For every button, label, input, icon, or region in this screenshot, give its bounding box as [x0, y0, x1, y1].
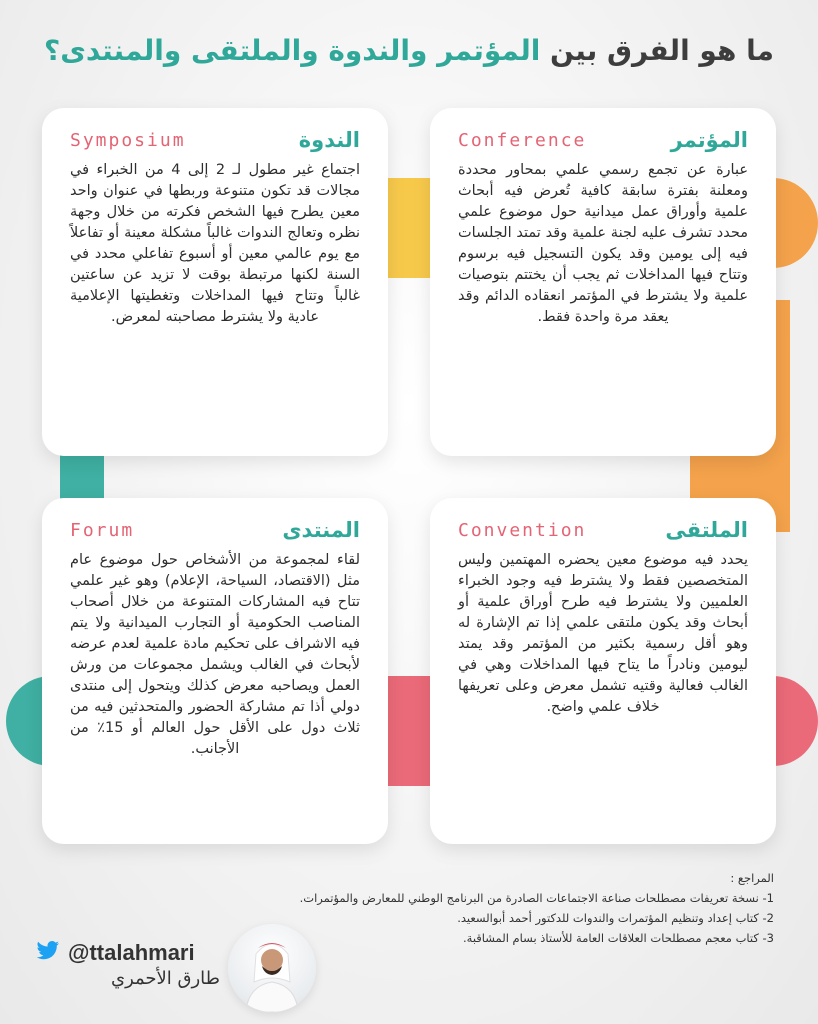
card-convention-text: يحدد فيه موضوع معين يحضره المهتمين وليس المتخصصين فقط ولا يشترط فيه وجود الخبراء العلميين ولا يشترط فيه طرح أوراق علمية أو أبحاث وقد يكون ملتقى علمي إذا تم الإشارة له وهو أقل رسمية بكثير من المؤتمر وقد يمتد ليومين ونادراً ما يتاح فيها المداخلات وهي في الغالب فعالية وقتيه تشمل معرض وعلى تعريفها خلاف علمي واضح. — [458, 552, 748, 715]
card-conference-title-en: Conference — [458, 129, 587, 151]
twitter-username: @ttalahmari — [68, 940, 195, 965]
card-convention-title-ar: الملتقى — [665, 518, 748, 542]
card-convention-title-en: Convention — [458, 519, 587, 541]
middle-yellow-strip — [382, 178, 436, 278]
card-forum-title-ar: المنتدى — [282, 518, 360, 542]
middle-pink-strip — [382, 676, 436, 786]
card-symposium-header — [70, 126, 360, 154]
author-avatar — [228, 924, 316, 1012]
card-conference — [430, 108, 776, 456]
card-conference-header — [458, 126, 748, 154]
twitter-handle[interactable] — [36, 938, 195, 968]
card-symposium-text: اجتماع غير مطول لـ 2 إلى 4 من الخبراء في مجالات قد تكون متنوعة وربطها في عنوان واحد معين يطرح فيها الشخص فكرته من خلال وجهة نظره وتعالج الندوات غالباً مشكلة معينة أو تفاعلاً مع يوم عالمي معين أو أسبوع تفاعلي محدد في السنة لكنها مرتبطة بوقت لا تزيد عن ساعتين غالباً وتتاح فيها المداخلات وتغطيتها الإعلامية عادية ولا يشترط مصاحبته لمعرض. — [70, 162, 360, 325]
card-symposium-title-ar: الندوة — [298, 128, 360, 152]
card-forum — [42, 498, 388, 844]
references — [134, 868, 774, 948]
reference-item: 1- نسخة تعريفات مصطلحات صناعة الاجتماعات الصادرة من البرنامج الوطني للمعارض والمؤتمرات. — [299, 891, 774, 905]
title-highlight: المؤتمر والندوة والملتقى والمنتدى — [60, 34, 541, 67]
card-conference-text: عبارة عن تجمع رسمي علمي بمحاور محددة ومعلنة بفترة سابقة كافية تُعرض فيه أبحاث علمية وأوراق عمل ميدانية حول موضوع علمي محدد تشرف عليه لجنة علمية وقد تمتد الجلسات فيه إلى يومين وقد يكون التسجيل فيه برسوم وتتاح فيها المداخلات ثم يجب أن يختتم بتوصيات علمية ولا يشترط في المؤتمر انعقاده الدائم وقد يعقد مرة واحدة فقط. — [458, 162, 748, 325]
card-convention-header — [458, 516, 748, 544]
card-symposium-title-en: Symposium — [70, 129, 186, 151]
twitter-bird-icon — [36, 941, 60, 965]
title-suffix: ؟ — [44, 34, 61, 67]
reference-item: 3- كتاب معجم مصطلحات العلاقات العامة للأستاذ بسام المشاقبة. — [463, 931, 774, 945]
card-conference-title-ar: المؤتمر — [670, 128, 748, 152]
card-forum-title-en: Forum — [70, 519, 135, 541]
card-forum-text: لقاء لمجموعة من الأشخاص حول موضوع عام مثل (الاقتصاد، السياحة، الإعلام) وهو غير علمي تتاح فيه المشاركات المتنوعة من خلال أصحاب المناصب الحكومية أو التجارب الميدانية ولا يتم فيه الاشراف على تحكيم مادة علمية لعدم عرضه لأبحاث في الغالب ويشمل مجموعات من ورش العمل ويصاحبه معرض كذلك ويتحول إلى منتدى دولي أذا تم مشاركة الحضور والمتحدثين فيه من ثلاث دول على الأقل حول العالم أو 15٪ من الأجانب. — [70, 552, 361, 757]
card-convention — [430, 498, 776, 844]
card-forum-header — [70, 516, 360, 544]
references-heading: المراجع : — [730, 871, 774, 885]
card-symposium — [42, 108, 388, 456]
reference-item: 2- كتاب إعداد وتنظيم المؤتمرات والندوات للدكتور أحمد أبوالسعيد. — [457, 911, 774, 925]
author-name: طارق الأحمري — [110, 968, 220, 989]
person-icon — [228, 924, 316, 1012]
page-title — [20, 34, 798, 67]
title-prefix: ما هو الفرق بين — [540, 34, 774, 67]
